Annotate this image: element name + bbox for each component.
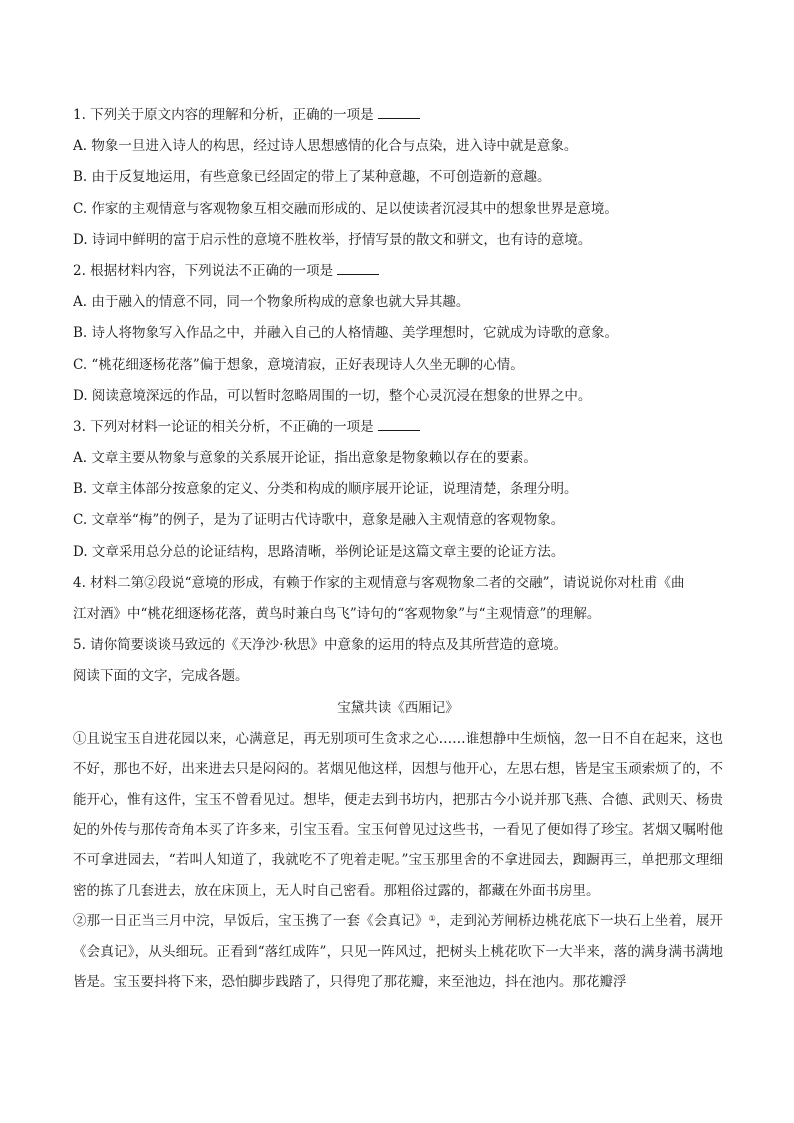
question-3-text: 3. 下列对材料一论证的相关分析，不正确的一项是 — [73, 418, 374, 435]
answer-blank — [378, 106, 420, 119]
question-3-option-d: D. 文章采用总分总的论证结构，思路清晰，举例论证是这篇文章主要的论证方法。 — [73, 543, 565, 560]
document-page — [73, 100, 723, 997]
passage-title: 宝黛共读《西厢记》 — [337, 699, 459, 716]
question-3-option-a: A. 文章主要从物象与意象的关系展开论证，指出意象是物象赖以存在的要素。 — [73, 450, 537, 467]
question-2-option-a: A. 由于融入的情意不同，同一个物象所构成的意象也就大异其趣。 — [73, 294, 470, 311]
question-2-option-c: C. “桃花细逐杨花落”偏于想象，意境清寂，正好表现诗人久坐无聊的心情。 — [73, 356, 524, 373]
passage-paragraph-2 — [73, 906, 723, 997]
question-1-option-c: C. 作家的主观情意与客观物象互相交融而形成的、足以使读者沉浸其中的想象世界是意境。 — [73, 200, 618, 217]
paragraph-2-text-start: ②那一日正当三月中浣，早饭后，宝玉携了一套《会真记》 — [73, 913, 429, 930]
question-2-stem — [73, 256, 723, 287]
question-1-option-b: B. 由于反复地运用，有些意象已经固定的带上了某种意趣，不可创造新的意趣。 — [73, 169, 551, 186]
question-3-stem — [73, 412, 723, 443]
paragraph-2-text-rest: ，走到沁芳闸桥边桃花底下一块石上坐着，展开《会真记》，从头细玩。正看到“落红成阵”，只见一阵风过，把树头上桃花吹下一大半来，落的满身满书满地皆是。宝玉要抖将下来，恐怕脚步践踏了，只得兜了那花瓣，来至池边，抖在池内。那花瓣浮 — [73, 913, 724, 990]
question-3-option-b: B. 文章主体部分按意象的定义、分类和构成的顺序展开论证，说理清楚，条理分明。 — [73, 481, 578, 498]
question-4-line-1: 4. 材料二第②段说“意境的形成，有赖于作家的主观情意与客观物象二者的交融”，请说说你对杜甫《曲 — [73, 574, 685, 591]
reading-prompt: 阅读下面的文字，完成各题。 — [73, 668, 249, 685]
question-3-option-c: C. 文章举“梅”的例子，是为了证明古代诗歌中，意象是融入主观情意的客观物象。 — [73, 512, 565, 529]
footnote-marker: ① — [428, 914, 436, 924]
question-1-stem — [73, 100, 723, 131]
question-2-text: 2. 根据材料内容，下列说法不正确的一项是 — [73, 262, 334, 279]
question-5: 5. 请你简要谈谈马致远的《天净沙·秋思》中意象的运用的特点及其所营造的意境。 — [73, 637, 567, 654]
question-1-option-a: A. 物象一旦进入诗人的构思，经过诗人思想感情的化合与点染，进入诗中就是意象。 — [73, 138, 578, 155]
question-2-option-b: B. 诗人将物象写入作品之中，并融入自己的人格情趣、美学理想时，它就成为诗歌的意象。 — [73, 325, 619, 342]
answer-blank — [378, 418, 420, 431]
question-1-text: 1. 下列关于原文内容的理解和分析，正确的一项是 — [73, 107, 374, 123]
question-4-line-2: 江对酒》中“桃花细逐杨花落，黄鸟时兼白鸟飞”诗句的“客观物象”与“主观情意”的理解。 — [73, 606, 601, 622]
answer-blank — [337, 262, 379, 275]
question-2-option-d: D. 阅读意境深远的作品，可以暂时忽略周围的一切，整个心灵沉浸在想象的世界之中。 — [73, 387, 592, 404]
question-1-option-d: D. 诗词中鲜明的富于启示性的意境不胜枚举，抒情写景的散文和骈文，也有诗的意境。 — [73, 231, 592, 248]
passage-paragraph-1: ①且说宝玉自进花园以来，心满意足，再无别项可生贪求之心……谁想静中生烦恼，忽一日不自在起来，这也不好，那也不好，出来进去只是闷闷的。茗烟见他这样，因想与他开心，左思右想，皆是宝玉顽索烦了的，不能开心，惟有这件，宝玉不曾看见过。想毕，便走去到书坊内，把那古今小说并那飞燕、合德、武则天、杨贵妃的外传与那传奇角本买了许多来，引宝玉看。宝玉何曾见过这些书，一看见了便如得了珍宝。茗烟又嘱咐他不可拿进园去，“若叫人知道了，我就吃不了兜着走呢。”宝玉那里舍的不拿进园去，踟蹰再三，单把那文理细密的拣了几套进去，放在床顶上，无人时自己密看。那粗俗过露的，都藏在外面书房里。 — [73, 730, 723, 899]
